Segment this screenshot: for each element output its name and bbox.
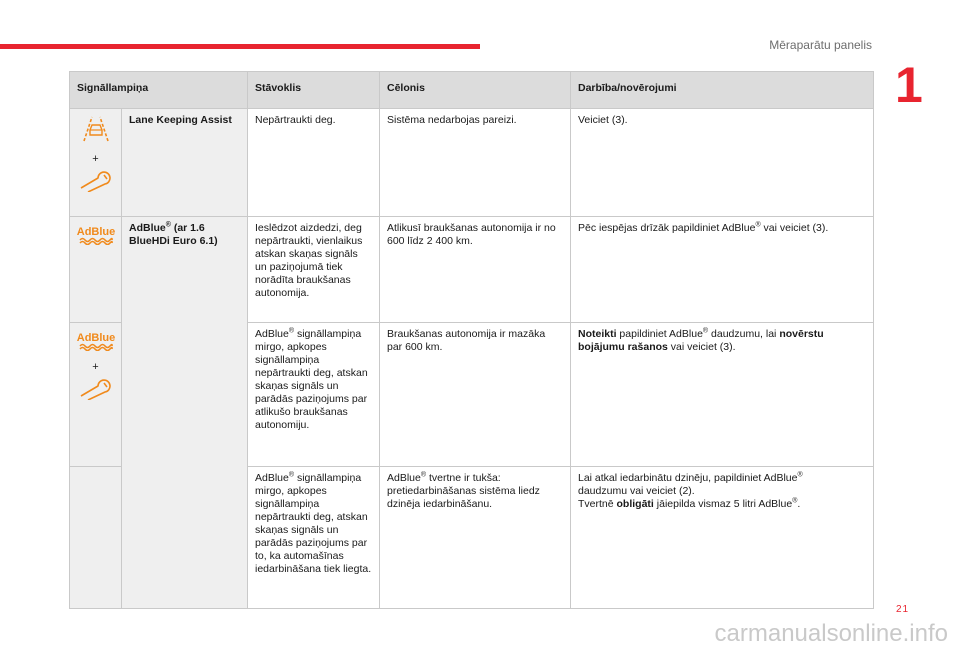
plus-sign: + [92,361,99,373]
page-number: 21 [896,604,910,615]
icon-cell [70,217,122,323]
column-header: Cēlonis [380,72,571,109]
table-row [70,109,874,217]
table-header-row [70,72,874,109]
lane-keeping-icon [79,115,113,143]
cause-cell: Braukšanas autonomija ir mazāka par 600 km. [380,323,571,467]
icon-cell [70,109,122,217]
chapter-number: 1 [895,57,923,113]
column-header: Darbība/novērojumi [571,72,874,109]
column-header: Stāvoklis [248,72,380,109]
watermark: carmanualsonline.info [714,620,948,647]
light-name: Lane Keeping Assist [122,109,248,217]
cause-cell: AdBlue® tvertne ir tukša: pretiedarbināšanas sistēma liedz dzinēja iedarbināšanu. [380,467,571,609]
action-cell: Lai atkal iedarbinātu dzinēju, papildiniet AdBlue® daudzumu vai veiciet (2). Tvertnē obligāti jāiepilda vismaz 5 litri AdBlue®. [571,467,874,609]
header-red-bar [0,44,480,49]
plus-sign: + [92,153,99,165]
service-wrench-icon [78,170,114,192]
section-title: Mēraparātu panelis [769,38,872,52]
state-cell: Nepārtraukti deg. [248,109,380,217]
state-cell: AdBlue® signāllampiņa mirgo, apkopes signāllampiņa nepārtraukti deg, atskan skaņas signāls un parādās paziņojums par to, ka automašīnas iedarbināšana tiek liegta. [248,467,380,609]
adblue-icon [77,329,115,351]
light-name: AdBlue® (ar 1.6 BlueHDi Euro 6.1) [122,217,248,609]
icon-cell [70,467,122,609]
service-wrench-icon [78,378,114,400]
warning-lights-table [69,71,874,609]
icon-cell [70,323,122,467]
action-cell: Pēc iespējas drīzāk papildiniet AdBlue® vai veiciet (3). [571,217,874,323]
state-cell: Ieslēdzot aizdedzi, deg nepārtraukti, vienlaikus atskan skaņas signāls un paziņojumā tiek norādīta braukšanas autonomija. [248,217,380,323]
svg-text:AdBlue: AdBlue [76,332,115,344]
column-header: Signāllampiņa [70,72,248,109]
svg-text:AdBlue: AdBlue [76,226,115,238]
action-cell: Veiciet (3). [571,109,874,217]
state-cell: AdBlue® signāllampiņa mirgo, apkopes signāllampiņa nepārtraukti deg, atskan skaņas signāls un parādās paziņojums par atlikušo braukšanas autonomiju. [248,323,380,467]
cause-cell: Sistēma nedarbojas pareizi. [380,109,571,217]
table-row [70,217,874,323]
action-cell: Noteikti papildiniet AdBlue® daudzumu, lai novērstu bojājumu rašanos vai veiciet (3). [571,323,874,467]
adblue-icon [77,223,115,245]
cause-cell: Atlikusī braukšanas autonomija ir no 600 līdz 2 400 km. [380,217,571,323]
